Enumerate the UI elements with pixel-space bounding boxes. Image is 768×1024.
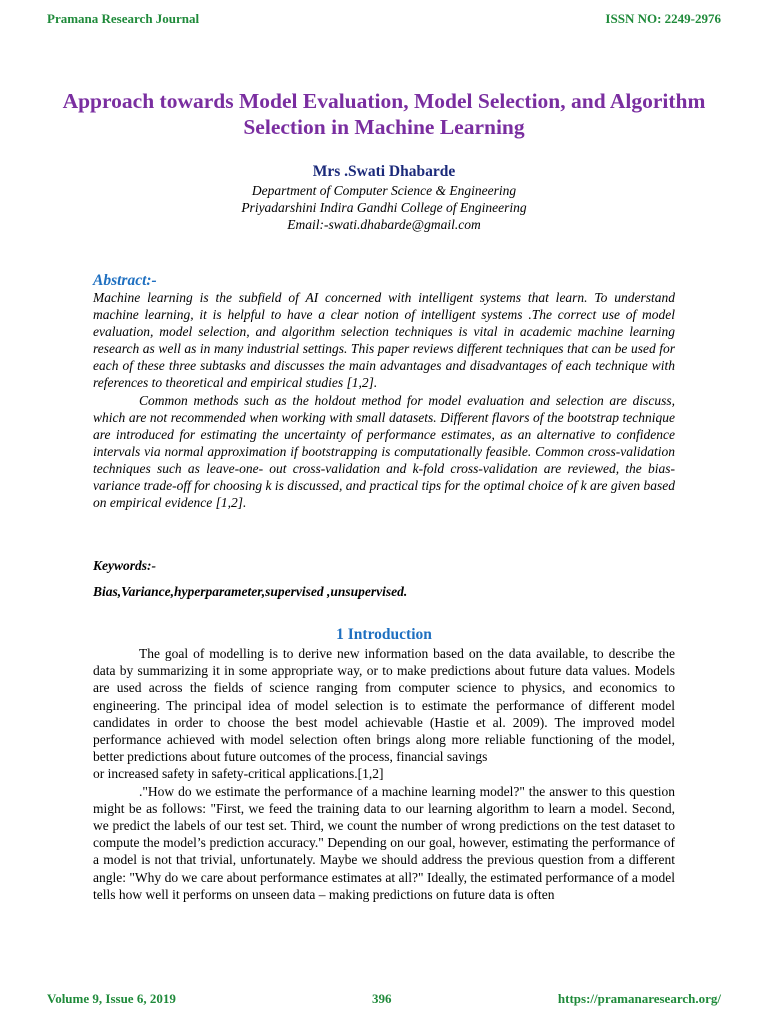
keywords-heading: Keywords:- <box>93 558 156 573</box>
journal-url: https://pramanaresearch.org/ <box>557 991 721 1006</box>
author-affiliation <box>0 182 768 233</box>
author-name: Mrs .Swati Dhabarde <box>312 163 456 180</box>
author-college: Priyadarshini Indira Gandhi College of Engineering <box>241 200 527 215</box>
abstract-paragraph-2: Common methods such as the holdout method for model evaluation and selection are discuss, which are not recommended when working with small datasets. Different flavors of the bootstrap technique are introduced for estimating the uncertainty of performance estimates, as an alternative to confidence intervals via normal approximation if bootstrapping is computationally feasible. Common cross-validation techniques such as leave-one- out cross-validation and k-fold cross-validation are reviewed, the bias-variance trade-off for choosing k is discussed, and practical tips for the optimal choice of k are given based on empirical evidence [1,2]. <box>93 392 675 511</box>
journal-name: Pramana Research Journal <box>47 11 200 26</box>
intro-paragraph-1-tail: or increased safety in safety-critical applications.[1,2] <box>93 766 384 782</box>
abstract-body <box>93 289 675 511</box>
abstract-paragraph-1: Machine learning is the subfield of AI concerned with intelligent systems that learn. To understand machine learning, it is helpful to have a clear notion of intelligent systems .The correct use of model evaluation, model selection, and algorithm selection techniques is vital in academic machine learning research as well as in many industrial settings. This paper reviews different techniques that can be used for each of these three subtasks and discusses the main advantages and disadvantages of each technique with references to theoretical and empirical studies [1,2]. <box>93 290 675 391</box>
volume-issue: Volume 9, Issue 6, 2019 <box>47 991 176 1006</box>
abstract-heading: Abstract:- <box>93 272 157 289</box>
intro-paragraph-1: The goal of modelling is to derive new information based on the data available, to describe the data by summarizing it in some appropriate way, or to make predictions about future data values. Models are used across the fields of science ranging from computer science to physics, and economics to engineering. The principal idea of model selection is to estimate the performance of different model candidates in order to choose the best model achievable (Hastie et al. 2009). The improved model performance achieved with model selection often brings along more reliable functioning of the model, better predictions about future outcomes of the process, financial savings <box>93 646 675 765</box>
author-email: Email:-swati.dhabarde@gmail.com <box>287 217 481 232</box>
issn-number: ISSN NO: 2249-2976 <box>605 11 721 26</box>
introduction-body <box>93 645 675 903</box>
page-number: 396 <box>372 991 392 1006</box>
intro-paragraph-2: ."How do we estimate the performance of a machine learning model?" the answer to this question might be as follows: "First, we feed the training data to our learning algorithm to learn a model. Second, we predict the labels of our test set. Third, we count the number of wrong predictions on the test dataset to compute the model’s prediction accuracy." Depending on our goal, however, estimating the performance of a model is not that trivial, unfortunately. Maybe we should address the previous question from a different angle: "Why do we care about performance estimates at all?" Ideally, the estimated performance of a model tells how well it performs on unseen data – making predictions on future data is often <box>93 783 675 902</box>
paper-title: Approach towards Model Evaluation, Model Selection, and Algorithm Selection in Machine Learning <box>62 89 706 139</box>
section-heading-introduction: 1 Introduction <box>336 626 432 643</box>
author-department: Department of Computer Science & Engineering <box>251 183 517 198</box>
keywords-list: Bias,Variance,hyperparameter,supervised ,unsupervised. <box>93 584 408 599</box>
